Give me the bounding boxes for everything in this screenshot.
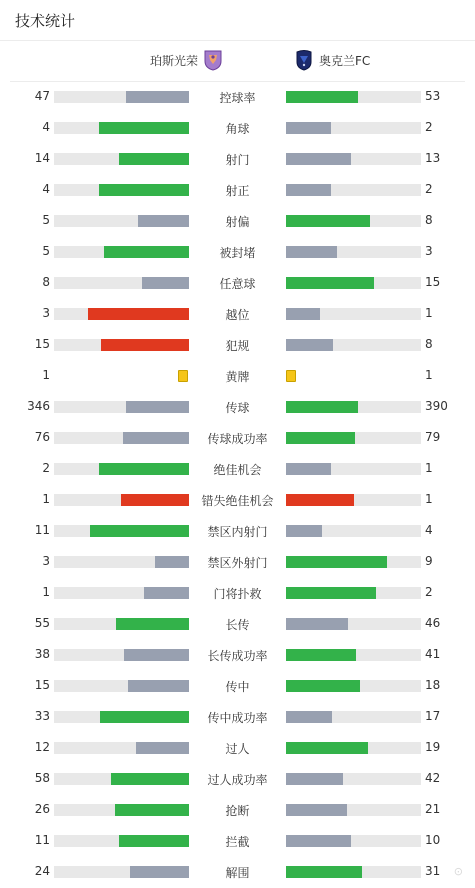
- away-stat-bar: [286, 835, 351, 847]
- stat-row: [0, 330, 475, 361]
- home-stat-bar: [123, 432, 189, 444]
- away-stat-bar-track: [286, 308, 421, 320]
- home-stat-bar-track: [54, 680, 189, 692]
- home-stat-bar: [142, 277, 189, 289]
- home-stat-bar-track: [54, 866, 189, 878]
- away-stat-bar: [286, 432, 355, 444]
- away-stat-bar-track: [286, 804, 421, 816]
- away-stat-bar-track: [286, 742, 421, 754]
- away-stat-value: 46: [425, 616, 441, 630]
- home-stat-bar-track: [54, 432, 189, 444]
- away-stat-bar-track: [286, 556, 421, 568]
- home-stat-value: 3: [42, 306, 50, 320]
- away-stat-bar-track: [286, 711, 421, 723]
- home-stat-bar-track: [54, 463, 189, 475]
- section-title: 技术统计: [15, 11, 76, 30]
- stat-row: [0, 764, 475, 795]
- stat-row: [0, 268, 475, 299]
- home-stat-value: 33: [34, 709, 50, 723]
- away-stat-bar: [286, 246, 337, 258]
- away-stat-bar: [286, 649, 356, 661]
- home-stat-value: 12: [34, 740, 50, 754]
- away-stat-value: 21: [425, 802, 441, 816]
- away-stat-bar: [286, 618, 348, 630]
- home-stat-value: 3: [42, 554, 50, 568]
- away-stat-bar: [286, 773, 343, 785]
- home-stat-bar: [124, 649, 189, 661]
- stat-row: [0, 423, 475, 454]
- home-stat-value: 2: [42, 461, 50, 475]
- away-stat-bar-track: [286, 525, 421, 537]
- away-team[interactable]: [295, 49, 370, 71]
- watermark-icon: ⊙: [453, 865, 463, 878]
- away-stat-value: 8: [425, 213, 433, 227]
- stat-row: [0, 175, 475, 206]
- away-stat-bar: [286, 308, 320, 320]
- away-stat-bar: [286, 711, 332, 723]
- stat-row: [0, 144, 475, 175]
- away-stat-bar-track: [286, 463, 421, 475]
- home-stat-bar-track: [54, 587, 189, 599]
- home-stat-value: 24: [34, 864, 50, 878]
- home-stat-bar: [111, 773, 189, 785]
- stat-label: 拦截: [225, 835, 250, 849]
- home-stat-bar: [100, 711, 189, 723]
- away-stat-bar-track: [286, 277, 421, 289]
- home-stat-value: 4: [42, 182, 50, 196]
- stat-label: 传球成功率: [207, 432, 268, 446]
- home-stat-bar-track: [54, 711, 189, 723]
- away-yellow-card-icon: [286, 370, 296, 382]
- away-stat-bar-track: [286, 91, 421, 103]
- away-stat-bar: [286, 525, 322, 537]
- away-stat-value: 79: [425, 430, 441, 444]
- stat-row: [0, 795, 475, 826]
- teams-header: [10, 41, 465, 82]
- home-stat-bar-track: [54, 773, 189, 785]
- home-stat-value: 1: [42, 585, 50, 599]
- stat-label: 过人: [225, 742, 250, 756]
- home-stat-bar-track: [54, 556, 189, 568]
- stat-label: 解围: [225, 866, 250, 880]
- away-stat-value: 3: [425, 244, 433, 258]
- home-stat-bar: [144, 587, 189, 599]
- home-stat-bar: [99, 463, 189, 475]
- away-stat-value: 42: [425, 771, 441, 785]
- home-stat-value: 15: [34, 337, 50, 351]
- home-stat-bar-track: [54, 401, 189, 413]
- home-stat-value: 14: [34, 151, 50, 165]
- away-stat-bar-track: [286, 680, 421, 692]
- stat-label: 传中成功率: [207, 711, 268, 725]
- stat-row: [0, 547, 475, 578]
- home-stat-bar-track: [54, 122, 189, 134]
- stat-row: [0, 609, 475, 640]
- away-stat-value: 53: [425, 89, 441, 103]
- away-stat-value: 17: [425, 709, 441, 723]
- stat-row: [0, 299, 475, 330]
- away-stat-bar: [286, 742, 368, 754]
- home-stat-bar: [88, 308, 189, 320]
- stat-label: 长传: [225, 618, 250, 632]
- stat-label: 门将扑救: [213, 587, 262, 601]
- home-stat-bar: [126, 91, 189, 103]
- home-stat-value: 11: [34, 523, 50, 537]
- home-stat-bar: [119, 153, 189, 165]
- home-stat-bar-track: [54, 308, 189, 320]
- stat-label: 长传成功率: [207, 649, 268, 663]
- home-stat-bar-track: [54, 525, 189, 537]
- stat-label: 射偏: [225, 215, 250, 229]
- away-team-name: 奥克兰FC: [319, 53, 371, 68]
- away-stat-bar: [286, 401, 358, 413]
- away-stat-bar-track: [286, 773, 421, 785]
- home-stat-bar-track: [54, 91, 189, 103]
- away-stat-bar: [286, 494, 354, 506]
- stat-label: 射门: [225, 153, 250, 167]
- away-stat-bar: [286, 153, 351, 165]
- stat-row: [0, 392, 475, 423]
- stat-label: 传球: [225, 401, 250, 415]
- away-stat-bar-track: [286, 215, 421, 227]
- home-stat-value: 76: [34, 430, 50, 444]
- home-stat-bar: [104, 246, 189, 258]
- away-stat-value: 1: [425, 306, 433, 320]
- home-stat-value: 15: [34, 678, 50, 692]
- away-stat-bar: [286, 866, 362, 878]
- stat-label: 黄牌: [225, 370, 250, 384]
- away-stat-value: 10: [425, 833, 441, 847]
- away-stat-value: 4: [425, 523, 433, 537]
- home-stat-bar-track: [54, 494, 189, 506]
- auckland-fc-crest-icon: [295, 49, 313, 71]
- home-team[interactable]: [150, 49, 222, 71]
- home-stat-value: 58: [34, 771, 50, 785]
- home-stat-value: 47: [34, 89, 50, 103]
- home-stat-value: 346: [27, 399, 50, 413]
- away-stat-bar: [286, 680, 360, 692]
- away-stat-bar: [286, 122, 331, 134]
- stat-label: 禁区内射门: [207, 525, 268, 539]
- away-stat-bar-track: [286, 494, 421, 506]
- home-stat-bar-track: [54, 804, 189, 816]
- stat-row: [0, 206, 475, 237]
- home-yellow-card-icon: [178, 370, 188, 382]
- away-stat-value: 15: [425, 275, 441, 289]
- stat-row: [0, 733, 475, 764]
- stat-row: [0, 113, 475, 144]
- home-stat-bar-track: [54, 742, 189, 754]
- away-stat-bar: [286, 587, 376, 599]
- away-stat-value: 2: [425, 120, 433, 134]
- home-stat-bar: [130, 866, 189, 878]
- away-stat-bar: [286, 215, 370, 227]
- away-stat-bar-track: [286, 122, 421, 134]
- home-stat-bar: [136, 742, 189, 754]
- stat-row: [0, 671, 475, 702]
- away-stat-bar-track: [286, 835, 421, 847]
- home-stat-bar: [138, 215, 189, 227]
- home-stat-bar: [99, 184, 189, 196]
- away-stat-value: 13: [425, 151, 441, 165]
- stat-row: [0, 516, 475, 547]
- home-team-name: 珀斯光荣: [149, 53, 198, 68]
- stats-list: [0, 82, 475, 888]
- home-stat-bar: [90, 525, 189, 537]
- stat-label: 被封堵: [219, 246, 256, 260]
- away-stat-value: 390: [425, 399, 448, 413]
- stat-row: [0, 237, 475, 268]
- home-stat-value: 4: [42, 120, 50, 134]
- home-stat-bar: [155, 556, 189, 568]
- away-stat-bar: [286, 339, 333, 351]
- home-stat-bar: [99, 122, 189, 134]
- stat-label: 错失绝佳机会: [201, 494, 274, 508]
- home-stat-bar-track: [54, 184, 189, 196]
- away-stat-bar-track: [286, 649, 421, 661]
- stat-row: [0, 578, 475, 609]
- home-stat-bar: [115, 804, 189, 816]
- stat-label: 角球: [225, 122, 250, 136]
- away-stat-value: 2: [425, 182, 433, 196]
- home-stat-value: 1: [42, 492, 50, 506]
- perth-glory-crest-icon: [204, 49, 222, 71]
- away-stat-value: 19: [425, 740, 441, 754]
- stat-label: 射正: [225, 184, 250, 198]
- away-stat-value: 1: [425, 461, 433, 475]
- home-stat-value: 55: [34, 616, 50, 630]
- home-stat-value: 5: [42, 213, 50, 227]
- stat-row: [0, 826, 475, 857]
- home-stat-value: 38: [34, 647, 50, 661]
- away-stat-bar-track: [286, 618, 421, 630]
- away-stat-value: 9: [425, 554, 433, 568]
- home-stat-bar-track: [54, 339, 189, 351]
- away-stat-bar-track: [286, 587, 421, 599]
- stat-label: 抢断: [225, 804, 250, 818]
- stat-row: [0, 640, 475, 671]
- away-stat-bar: [286, 184, 331, 196]
- home-stat-bar: [119, 835, 189, 847]
- home-stat-value: 11: [34, 833, 50, 847]
- away-stat-bar: [286, 804, 347, 816]
- away-stat-bar-track: [286, 153, 421, 165]
- away-stat-bar: [286, 91, 358, 103]
- away-stat-value: 1: [425, 492, 433, 506]
- home-stat-bar-track: [54, 835, 189, 847]
- home-stat-bar-track: [54, 215, 189, 227]
- away-stat-bar-track: [286, 184, 421, 196]
- away-stat-bar: [286, 277, 374, 289]
- stat-row: [0, 857, 475, 888]
- away-stat-value: 1: [425, 368, 433, 382]
- stat-row: [0, 702, 475, 733]
- home-stat-bar: [101, 339, 189, 351]
- away-stat-bar-track: [286, 432, 421, 444]
- away-stat-bar-track: [286, 401, 421, 413]
- stat-label: 犯规: [225, 339, 250, 353]
- away-stat-bar-track: [286, 339, 421, 351]
- stat-label: 任意球: [219, 277, 256, 291]
- home-stat-bar-track: [54, 649, 189, 661]
- away-stat-value: 2: [425, 585, 433, 599]
- stat-row: [0, 454, 475, 485]
- away-stat-bar-track: [286, 246, 421, 258]
- stat-row: [0, 361, 475, 392]
- home-stat-bar-track: [54, 153, 189, 165]
- away-stat-bar: [286, 463, 331, 475]
- home-stat-bar: [116, 618, 189, 630]
- home-stat-bar-track: [54, 246, 189, 258]
- stat-row: [0, 82, 475, 113]
- stat-label: 越位: [225, 308, 250, 322]
- stat-row: [0, 485, 475, 516]
- away-stat-value: 31: [425, 864, 441, 878]
- away-stat-value: 18: [425, 678, 441, 692]
- away-stat-value: 41: [425, 647, 441, 661]
- home-stat-value: 8: [42, 275, 50, 289]
- away-stat-bar: [286, 556, 387, 568]
- home-stat-bar: [126, 401, 189, 413]
- home-stat-value: 5: [42, 244, 50, 258]
- home-stat-bar: [121, 494, 189, 506]
- away-stat-value: 8: [425, 337, 433, 351]
- section-header: [0, 0, 475, 41]
- away-stat-bar-track: [286, 866, 421, 878]
- stat-label: 过人成功率: [207, 773, 268, 787]
- home-stat-bar-track: [54, 277, 189, 289]
- home-stat-value: 26: [34, 802, 50, 816]
- stat-label: 绝佳机会: [213, 463, 262, 477]
- home-stat-bar-track: [54, 618, 189, 630]
- stat-label: 控球率: [219, 91, 256, 105]
- stat-label: 禁区外射门: [207, 556, 268, 570]
- stat-label: 传中: [225, 680, 250, 694]
- home-stat-bar: [128, 680, 189, 692]
- home-stat-value: 1: [42, 368, 50, 382]
